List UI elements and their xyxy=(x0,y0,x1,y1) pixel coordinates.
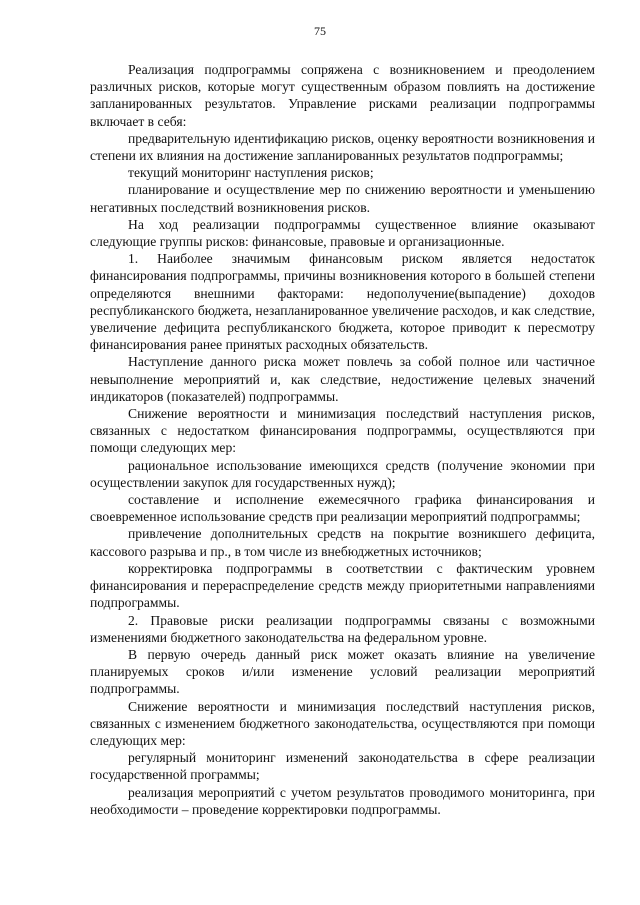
document-body xyxy=(90,61,595,818)
paragraph-financial-risk: 1. Наиболее значимым финансовым риском является недостаток финансирования подпрограммы, причины возникновения которого в большей степени определяются внешними факторами: недополучение(выпадение) доходов республиканского бюджета, незапланированное увеличение расходов, и как следствие, увеличение дефицита республиканского бюджета, которое приводит к пересмотру финансирования ранее принятых расходных обязательств. xyxy=(90,251,595,353)
paragraph-risk-identification: предварительную идентификацию рисков, оценку вероятности возникновения и степени их влияния на достижение запланированных результатов подпрограммы; xyxy=(90,130,595,164)
paragraph-measure-additional-funds: привлечение дополнительных средств на покрытие возникшего дефицита, кассового разрыва и пр., в том числе из внебюджетных источников; xyxy=(90,526,595,559)
paragraph-measure-adjustment: корректировка подпрограммы в соответствии с фактическим уровнем финансирования и перераспределение средств между приоритетными направлениями подпрограммы. xyxy=(90,560,595,611)
paragraph-risk-planning: планирование и осуществление мер по снижению вероятности и уменьшению негативных последствий возникновения рисков. xyxy=(90,182,595,215)
paragraph-legal-mitigation: Снижение вероятности и минимизация последствий наступления рисков, связанных с изменением бюджетного законодательства, осуществляются при помощи следующих мер: xyxy=(90,698,595,748)
paragraph-risk-groups: На ход реализации подпрограммы существенное влияние оказывают следующие группы рисков: финансовые, правовые и организационные. xyxy=(90,216,595,250)
paragraph-measure-schedule: составление и исполнение ежемесячного графика финансирования и своевременное использование средств при реализации мероприятий подпрограммы; xyxy=(90,492,595,525)
paragraph-measure-rational-use: рациональное использование имеющихся средств (получение экономии при осуществлении закупок для государственных нужд); xyxy=(90,457,595,490)
page-number: 75 xyxy=(314,24,326,38)
paragraph-risk-intro: Реализация подпрограммы сопряжена с возникновением и преодолением различных рисков, которые могут существенным образом повлиять на достижение запланированных результатов. Управление рисками реализации подпрограммы включает в себя: xyxy=(90,62,595,129)
paragraph-financial-mitigation: Снижение вероятности и минимизация последствий наступления рисков, связанных с недостатком финансирования подпрограммы, осуществляются при помощи следующих мер: xyxy=(90,406,595,456)
paragraph-risk-monitoring: текущий мониторинг наступления рисков; xyxy=(128,165,374,181)
paragraph-legal-impact: В первую очередь данный риск может оказать влияние на увеличение планируемых сроков и/или изменение условий реализации мероприятий подпрограммы. xyxy=(90,646,595,697)
paragraph-measure-implementation: реализация мероприятий с учетом результатов проводимого мониторинга, при необходимости – проведение корректировки подпрограммы. xyxy=(90,784,595,817)
paragraph-measure-law-monitoring: регулярный мониторинг изменений законодательства в сфере реализации государственной программы; xyxy=(90,750,595,783)
paragraph-legal-risk: 2. Правовые риски реализации подпрограммы связаны с возможными изменениями бюджетного законодательства на федеральном уровне. xyxy=(90,612,595,645)
paragraph-financial-consequences: Наступление данного риска может повлечь за собой полное или частичное невыполнение мероприятий и, как следствие, недостижение целевых значений индикаторов (показателей) подпрограммы. xyxy=(90,354,595,404)
